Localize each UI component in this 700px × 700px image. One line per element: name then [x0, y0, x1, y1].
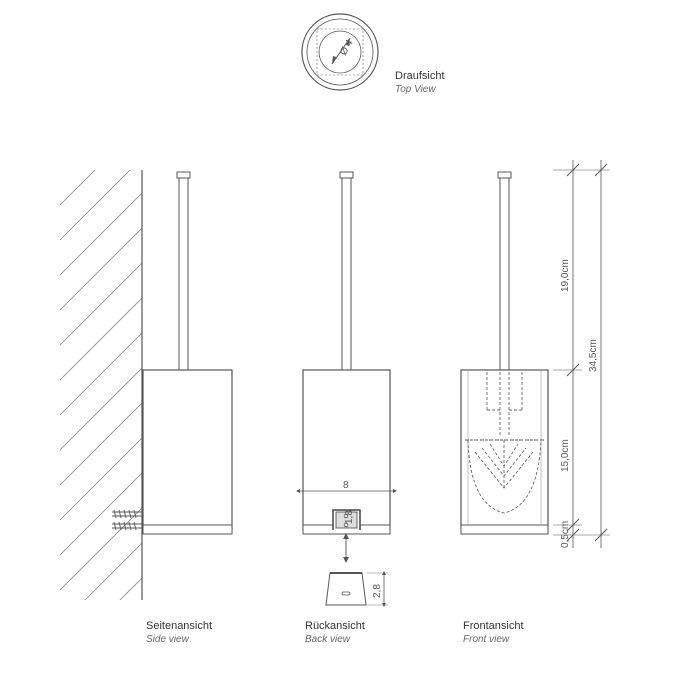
- total-height-label: 34,5cm: [588, 339, 599, 372]
- back-handle-rod: [342, 178, 351, 370]
- base-height-label: 0,5cm: [560, 520, 571, 548]
- top-view-label-en: Top View: [395, 84, 436, 95]
- back-view-label-en: Back view: [305, 634, 351, 645]
- container-height-label: 15,0cm: [560, 439, 571, 472]
- side-handle-rod: [179, 178, 188, 370]
- side-base-plate: [143, 525, 232, 534]
- back-container: [303, 370, 390, 530]
- front-view-label-de: Frontansicht: [463, 620, 524, 632]
- wall-plate: [326, 573, 366, 605]
- wall-hatch: [60, 123, 142, 695]
- screw-spacing-label: 1,8: [344, 510, 355, 524]
- height-dimensions: [553, 160, 610, 548]
- top-view: [302, 14, 378, 90]
- side-container: [143, 370, 232, 530]
- front-handle-rod: [500, 178, 509, 370]
- side-view: [60, 123, 232, 695]
- bracket-width-label: 8: [343, 480, 349, 491]
- front-container: [461, 370, 548, 530]
- side-handle-cap: [177, 172, 190, 178]
- side-view-label-en: Side view: [146, 634, 189, 645]
- top-view-diameter-label: Ø 4: [338, 38, 356, 58]
- handle-height-label: 19,0cm: [560, 259, 571, 292]
- front-base-plate: [461, 525, 548, 534]
- top-view-label-de: Draufsicht: [395, 70, 445, 82]
- side-view-caption: [146, 620, 212, 646]
- wall-plate-slot: [342, 592, 350, 595]
- front-view-caption: [463, 620, 524, 646]
- back-view-label-de: Rückansicht: [305, 620, 365, 632]
- back-handle-cap: [340, 172, 353, 178]
- front-view: [461, 172, 548, 534]
- front-handle-cap: [498, 172, 511, 178]
- back-view-caption: [305, 620, 365, 646]
- top-view-caption: [395, 70, 445, 96]
- front-view-label-en: Front view: [463, 634, 510, 645]
- side-view-label-de: Seitenansicht: [146, 620, 213, 632]
- back-view: [298, 172, 395, 605]
- mount-height-label: 2,8: [372, 584, 383, 598]
